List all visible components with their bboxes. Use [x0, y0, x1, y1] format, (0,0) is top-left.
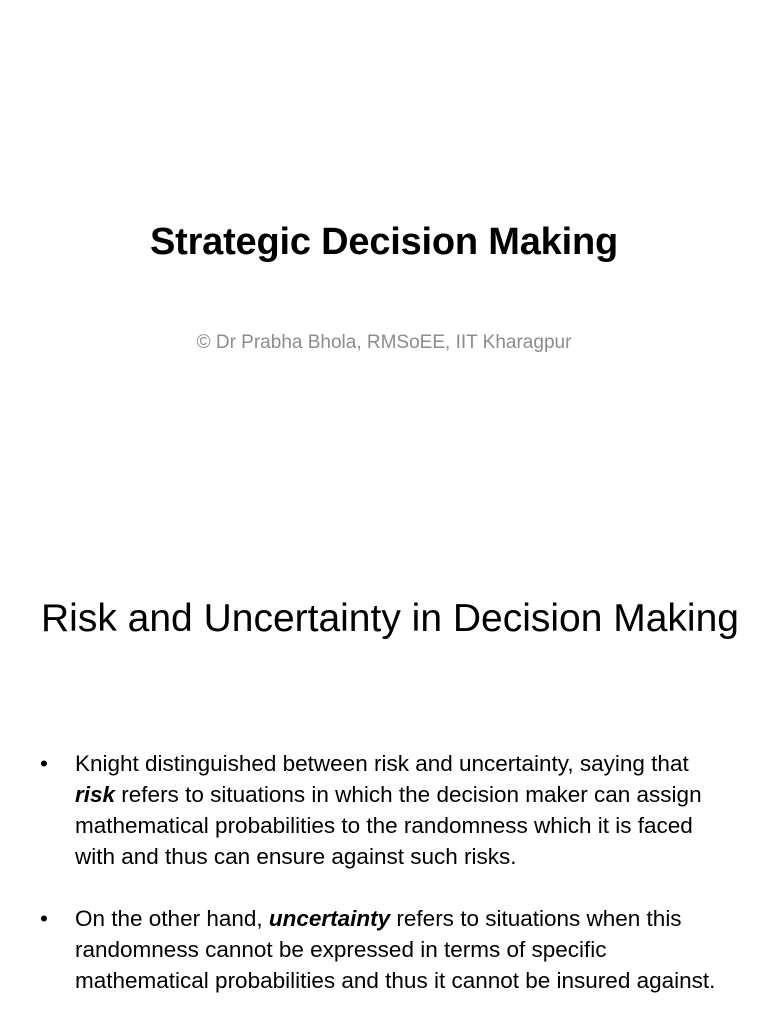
bullet-marker: •	[40, 751, 48, 776]
bullet-marker: •	[40, 906, 48, 931]
slide-2	[0, 512, 768, 1024]
bullet-item-risk	[40, 748, 730, 872]
bullet-item-uncertainty	[40, 903, 730, 996]
slide-subtitle: © Dr Prabha Bhola, RMSoEE, IIT Kharagpur	[196, 332, 572, 353]
bullet-text-after: refers to situations in which the decision maker can assign mathematical probabilities to the randomness which it is faced with and thus can ensure against such risks.	[75, 782, 702, 869]
bullet-emphasis: risk	[75, 782, 116, 807]
slide-title: Strategic Decision Making	[149, 221, 618, 263]
bullet-text-before: Knight distinguished between risk and uncertainty, saying that	[75, 751, 689, 776]
bullet-text-before: On the other hand,	[75, 906, 269, 931]
bullet-list	[40, 748, 730, 1024]
bullet-emphasis: uncertainty	[268, 906, 391, 931]
bullet-text-after: refers to situations when this randomness cannot be expressed in terms of specific mathematical probabilities and thus it cannot be insured against.	[75, 906, 716, 993]
slide-title: Risk and Uncertainty in Decision Making	[41, 597, 739, 640]
